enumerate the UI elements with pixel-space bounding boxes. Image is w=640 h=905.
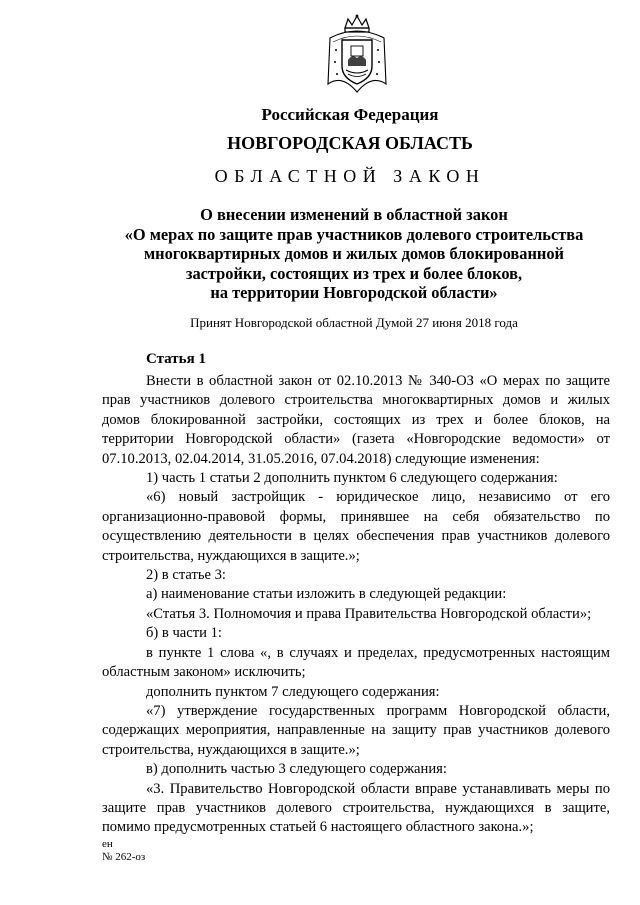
- article-paragraph: 2) в статье 3:: [146, 567, 226, 584]
- article-paragraph: «3. Правительство Новгородской области вправе устанавливать меры по защите прав участников долевого строительства, нуждающихся в защите, помимо предусмотренных статьей 6 настоящего областного закона.»;: [102, 780, 610, 836]
- adoption-note: Принят Новгородской областной Думой 27 июня 2018 года: [190, 315, 518, 330]
- region-label: НОВГОРОДСКАЯ ОБЛАСТЬ: [227, 133, 473, 153]
- footer-law-number: № 262-оз: [102, 851, 146, 863]
- article-paragraph: 1) часть 1 статьи 2 дополнить пунктом 6 следующего содержания:: [146, 470, 558, 487]
- article-heading: Статья 1: [146, 351, 206, 367]
- law-title-line: многоквартирных домов и жилых домов блокированной: [144, 244, 564, 264]
- law-title-line: застройки, состоящих из трех и более блоков,: [185, 263, 523, 283]
- article-paragraph: а) наименование статьи изложить в следующей редакции:: [146, 586, 507, 603]
- article-paragraph: б) в части 1:: [146, 625, 222, 642]
- footer-initials: ен: [102, 838, 113, 850]
- law-title: [108, 205, 600, 303]
- article-paragraph: «Статья 3. Полномочия и права Правительства Новгородской области»;: [146, 605, 592, 622]
- law-title-line: «О мерах по защите прав участников долевого строительства: [124, 224, 584, 244]
- law-title-line: на территории Новгородской области»: [210, 283, 498, 303]
- law-type-label: ОБЛАСТНОЙ ЗАКОН: [214, 166, 486, 186]
- federation-label: Российская Федерация: [261, 105, 439, 124]
- article-paragraph: «7) утверждение государственных программ Новгородской области, содержащих мероприятия, направленные на защиту прав участников долевого строительства, нуждающихся в защите.»;: [102, 702, 610, 758]
- article-paragraph: в) дополнить частью 3 следующего содержания:: [146, 761, 447, 778]
- law-title-line: О внесении изменений в областной закон: [200, 205, 508, 224]
- article-paragraph: «6) новый застройщик - юридическое лицо, независимо от его организационно-правовой формы, принявшее на себя обязательство по осуществлению деятельности в целях обеспечения прав участников долевого строительства, нуждающихся в защите.»;: [102, 489, 610, 564]
- article-paragraph: Внести в областной закон от 02.10.2013 № 340-ОЗ «О мерах по защите прав участников долевого строительства многоквартирных домов и жилых домов блокированной застройки, состоящих из трех и более блоков, на территории Новгородской области» (газета «Новгородские ведомости» от 07.10.2013, 02.04.2014, 31.05.2016, 07.04.2018) следующие изменения:: [102, 373, 610, 467]
- article-paragraph: дополнить пунктом 7 следующего содержания:: [146, 683, 440, 700]
- article-body: [102, 372, 610, 838]
- article-paragraph: в пункте 1 слова «, в случаях и пределах, предусмотренных настоящим областным законом» исключить;: [102, 644, 610, 681]
- coat-of-arms-icon: [324, 14, 390, 94]
